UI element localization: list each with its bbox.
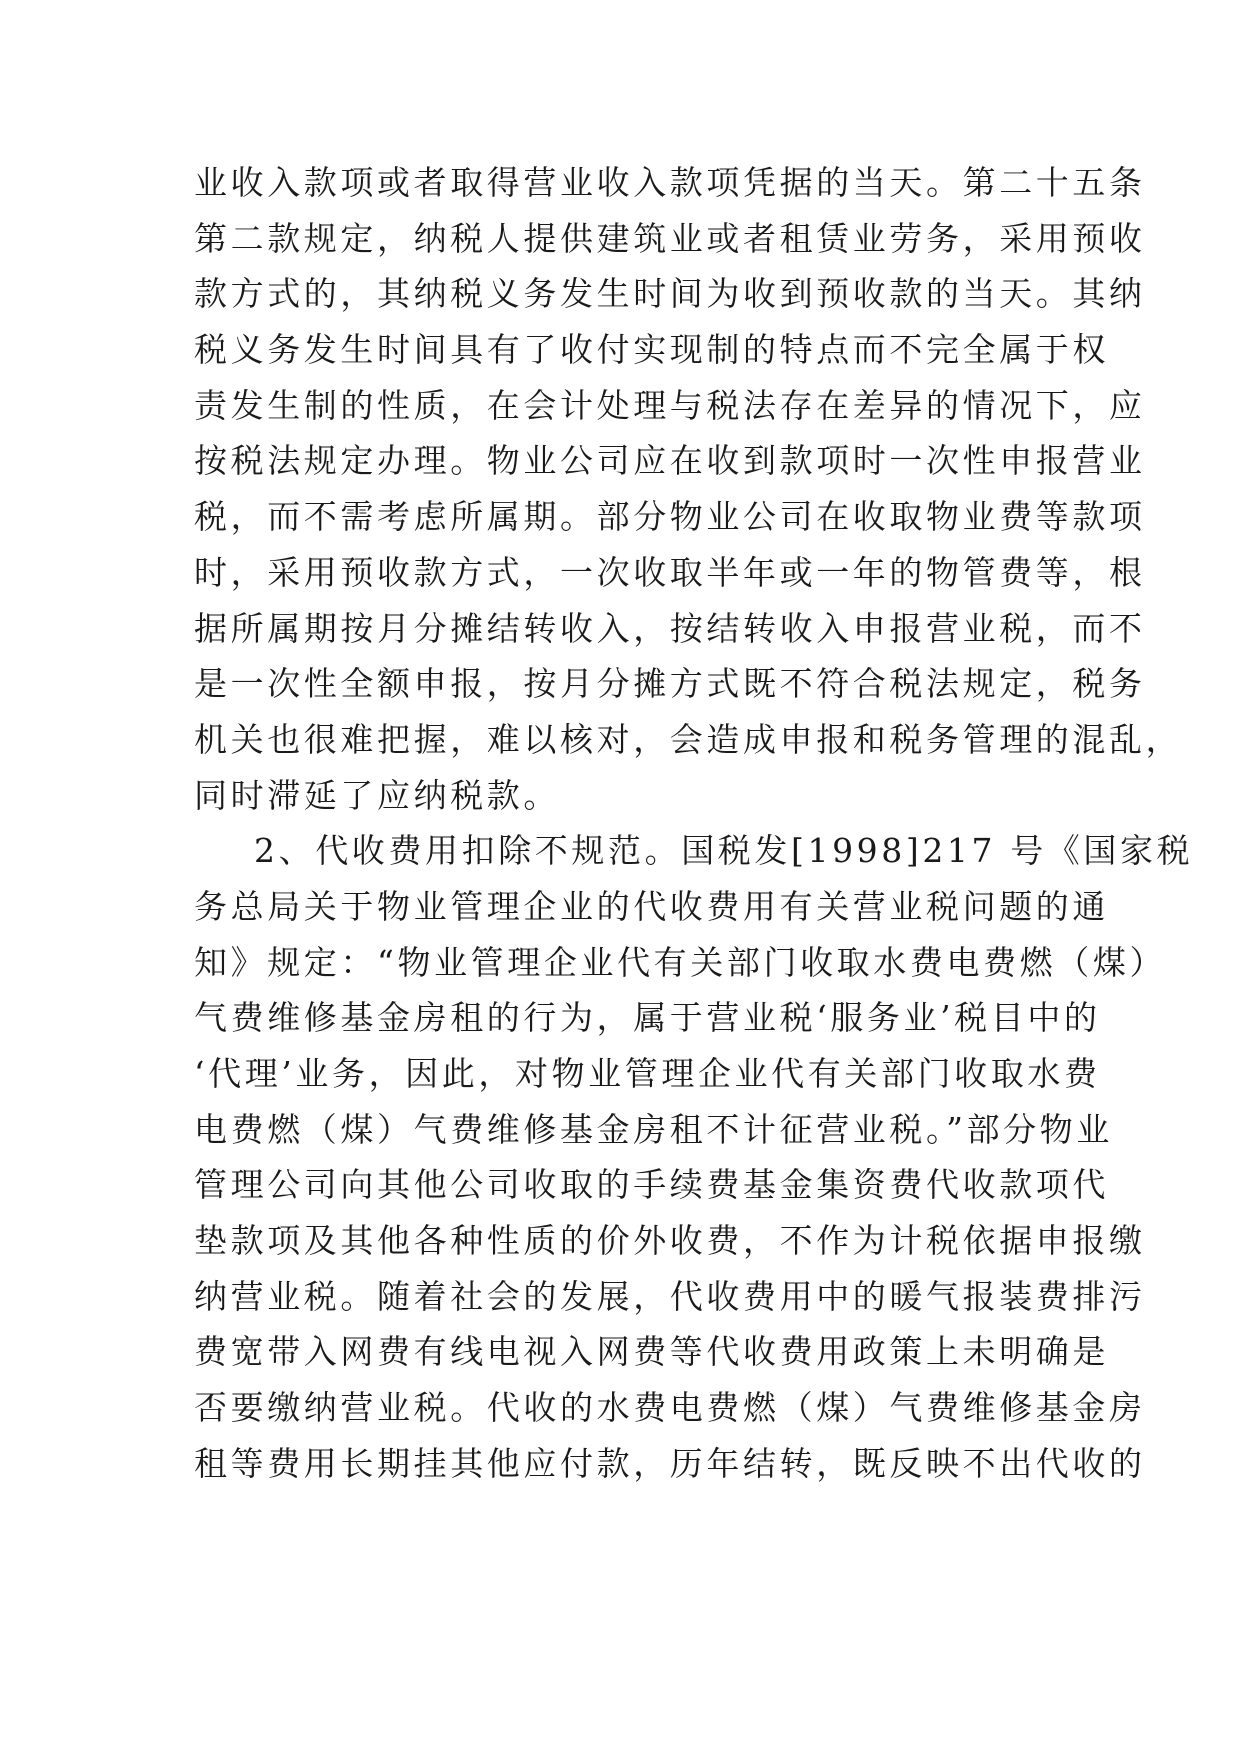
text-line: ‘代理’业务，因此，对物业管理企业代有关部门收取水费 (194, 1054, 1101, 1093)
text-line: 垫款项及其他各种性质的价外收费，不作为计税依据申报缴 (194, 1221, 1146, 1261)
text-line: 税，而不需考虑所属期。部分物业公司在收取物业费等款项 (194, 497, 1146, 537)
text-line: 机关也很难把握，难以核对，会造成申报和税务管理的混乱， (194, 719, 1183, 759)
text-line: 否要缴纳营业税。代收的水费电费燃（煤）气费维修基金房 (194, 1388, 1146, 1428)
text-line: 管理公司向其他公司收取的手续费基金集资费代收款项代 (194, 1165, 1109, 1205)
text-line: 气费维修基金房租的行为，属于营业税‘服务业’税目中的 (194, 998, 1101, 1038)
text-line: 同时滞延了应纳税款。 (194, 775, 560, 815)
text-line: 业收入款项或者取得营业收入款项凭据的当天。第二十五条 (194, 163, 1146, 202)
text-line: 第二款规定，纳税人提供建筑业或者租赁业劳务，采用预收 (194, 218, 1146, 258)
text-line: 务总局关于物业管理企业的代收费用有关营业税问题的通 (194, 886, 1109, 926)
text-line: 税义务发生时间具有了收付实现制的特点而不完全属于权 (194, 330, 1109, 370)
text-line: 据所属期按月分摊结转收入，按结转收入申报营业税，而不 (194, 608, 1146, 648)
text-line: 款方式的，其纳税义务发生时间为收到预收款的当天。其纳 (194, 274, 1146, 314)
text-line: 是一次性全额申报，按月分摊方式既不符合税法规定，税务 (194, 664, 1146, 704)
text-line: 纳营业税。随着社会的发展，代收费用中的暖气报装费排污 (194, 1276, 1146, 1316)
text-line: 责发生制的性质，在会计处理与税法存在差异的情况下，应 (194, 385, 1146, 425)
text-line: 时，采用预收款方式，一次收取半年或一年的物管费等，根 (194, 552, 1146, 592)
body-text (194, 155, 1194, 1492)
text-line: 知》规定：“物业管理企业代有关部门收取水费电费燃（煤） (194, 942, 1167, 982)
text-line: 租等费用长期挂其他应付款，历年结转，既反映不出代收的 (194, 1443, 1146, 1483)
text-line: 电费燃（煤）气费维修基金房租不计征营业税。”部分物业 (194, 1109, 1113, 1149)
paragraph-start-line: 2、代收费用扣除不规范。国税发[1998]217 号《国家税 (254, 831, 1194, 871)
text-line: 费宽带入网费有线电视入网费等代收费用政策上未明确是 (194, 1332, 1109, 1372)
text-line: 按税法规定办理。物业公司应在收到款项时一次性申报营业 (194, 441, 1146, 481)
